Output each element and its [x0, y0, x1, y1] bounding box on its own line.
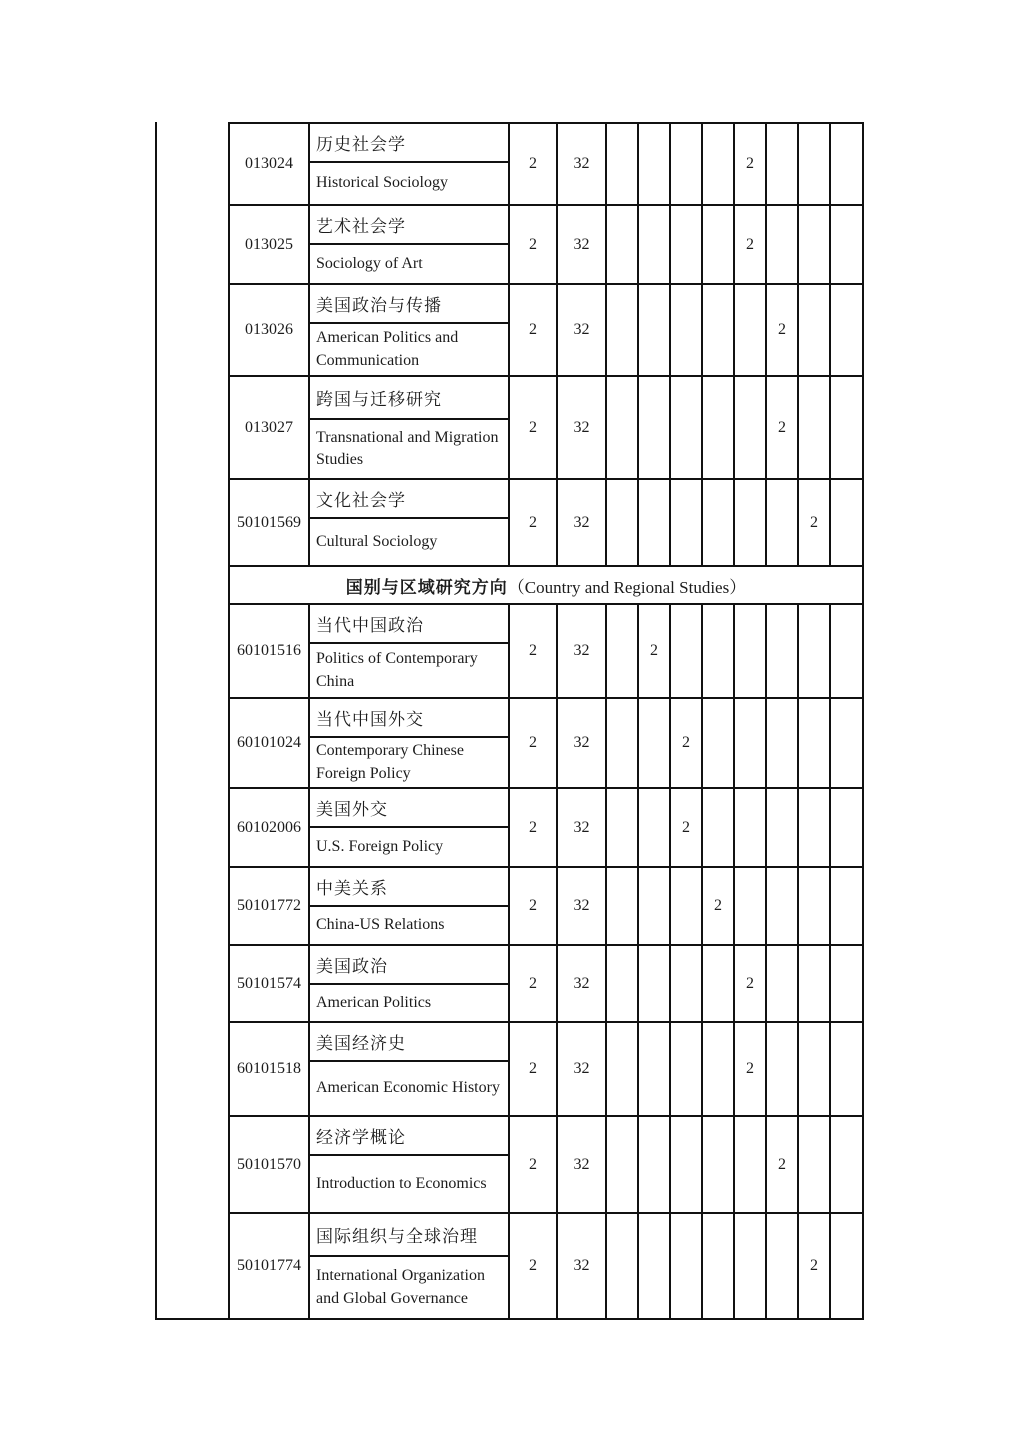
credits-cell: 2: [510, 285, 558, 375]
table-row: [230, 377, 862, 480]
semester-cell: [607, 1214, 639, 1318]
semester-cell: [703, 377, 735, 478]
semester-cell: [831, 377, 862, 478]
section-header-en: （Country and Regional Studies）: [507, 577, 747, 597]
hours-cell: 32: [558, 124, 607, 204]
semester-cell: [639, 1117, 671, 1212]
course-name-en: Introduction to Economics: [316, 1174, 487, 1192]
course-name-en: Contemporary Chinese Foreign Policy: [316, 742, 464, 782]
course-table: [228, 122, 864, 1320]
semester-cell: [671, 480, 703, 565]
semester-cell: [607, 1023, 639, 1115]
semester-cell: [735, 868, 767, 944]
course-name-cell: [310, 377, 510, 478]
course-name-zh: 中美关系: [310, 868, 508, 907]
semester-cell: [671, 868, 703, 944]
semester-cell: [671, 1117, 703, 1212]
course-name-en: Politics of Contemporary China: [316, 650, 478, 690]
course-code: 013024: [230, 124, 310, 204]
credits-cell: 2: [510, 377, 558, 478]
hours-cell: 32: [558, 699, 607, 787]
semester-cell: [767, 605, 799, 697]
semester-cell: 2: [799, 480, 831, 565]
semester-cell: [799, 377, 831, 478]
credits-cell: 2: [510, 605, 558, 697]
credits-cell: 2: [510, 206, 558, 283]
credits-cell: 2: [510, 789, 558, 866]
course-name-cell: [310, 285, 510, 375]
semester-cell: [735, 480, 767, 565]
semester-cell: [831, 699, 862, 787]
semester-cell: [735, 605, 767, 697]
semester-cell: [639, 1214, 671, 1318]
credits-cell: 2: [510, 1117, 558, 1212]
semester-cell: [735, 285, 767, 375]
credits-cell: 2: [510, 946, 558, 1021]
section-header-zh: 国别与区域研究方向: [345, 577, 508, 597]
semester-cell: 2: [767, 1117, 799, 1212]
hours-cell: 32: [558, 946, 607, 1021]
semester-cell: [671, 206, 703, 283]
course-name-en: Cultural Sociology: [316, 532, 438, 550]
course-code: 013026: [230, 285, 310, 375]
credits-cell: 2: [510, 1023, 558, 1115]
hours-cell: 32: [558, 1117, 607, 1212]
table-row: [230, 605, 862, 699]
semester-cell: [639, 124, 671, 204]
semester-cell: [767, 699, 799, 787]
course-name-en: International Organization and Global Governance: [316, 1267, 485, 1307]
hours-cell: 32: [558, 206, 607, 283]
course-code: 50101574: [230, 946, 310, 1021]
course-code: 013027: [230, 377, 310, 478]
semester-cell: 2: [799, 1214, 831, 1318]
course-code: 50101569: [230, 480, 310, 565]
semester-cell: [735, 1214, 767, 1318]
semester-cell: [703, 206, 735, 283]
course-name-zh: 美国外交: [310, 789, 508, 828]
credits-cell: 2: [510, 1214, 558, 1318]
semester-cell: [671, 124, 703, 204]
semester-cell: [767, 480, 799, 565]
credits-cell: 2: [510, 699, 558, 787]
semester-cell: [703, 1117, 735, 1212]
semester-cell: [639, 206, 671, 283]
semester-cell: [767, 946, 799, 1021]
semester-cell: [799, 946, 831, 1021]
credits-cell: 2: [510, 124, 558, 204]
semester-cell: 2: [735, 946, 767, 1021]
course-code: 60101518: [230, 1023, 310, 1115]
course-name-zh: 美国经济史: [310, 1023, 508, 1062]
course-code: 50101774: [230, 1214, 310, 1318]
semester-cell: [799, 285, 831, 375]
semester-cell: [767, 868, 799, 944]
table-row: [230, 285, 862, 377]
semester-cell: [607, 605, 639, 697]
semester-cell: [671, 1214, 703, 1318]
course-name-cell: [310, 946, 510, 1021]
course-name-en: Transnational and Migration Studies: [316, 428, 499, 468]
semester-cell: [703, 1023, 735, 1115]
semester-cell: [703, 1214, 735, 1318]
course-name-zh: 文化社会学: [310, 480, 508, 519]
semester-cell: [607, 789, 639, 866]
semester-cell: [799, 699, 831, 787]
semester-cell: [831, 285, 862, 375]
curriculum-table: [155, 122, 864, 1320]
category-column-empty: [155, 122, 228, 1320]
course-name-en: American Politics and Communication: [316, 329, 459, 369]
table-row: [230, 789, 862, 868]
table-row: [230, 946, 862, 1023]
table-row: [230, 1023, 862, 1117]
semester-cell: [639, 789, 671, 866]
course-name-cell: [310, 1117, 510, 1212]
semester-cell: [799, 1023, 831, 1115]
table-row: [230, 1214, 862, 1318]
semester-cell: [831, 868, 862, 944]
semester-cell: [639, 1023, 671, 1115]
semester-cell: [735, 377, 767, 478]
table-row: [230, 480, 862, 567]
course-code: 60101024: [230, 699, 310, 787]
course-name-en: American Economic History: [316, 1079, 500, 1097]
semester-cell: [799, 789, 831, 866]
semester-cell: [831, 605, 862, 697]
semester-cell: [607, 699, 639, 787]
course-name-zh: 当代中国外交: [310, 699, 508, 738]
semester-cell: [671, 1023, 703, 1115]
semester-cell: 2: [767, 377, 799, 478]
course-code: 50101772: [230, 868, 310, 944]
semester-cell: [703, 605, 735, 697]
course-name-cell: [310, 789, 510, 866]
semester-cell: [831, 124, 862, 204]
hours-cell: 32: [558, 377, 607, 478]
hours-cell: 32: [558, 1023, 607, 1115]
semester-cell: 2: [671, 789, 703, 866]
table-row: [230, 206, 862, 285]
semester-cell: [703, 789, 735, 866]
semester-cell: [639, 946, 671, 1021]
course-name-cell: [310, 480, 510, 565]
semester-cell: [671, 605, 703, 697]
semester-cell: [767, 789, 799, 866]
semester-cell: 2: [671, 699, 703, 787]
semester-cell: [831, 789, 862, 866]
semester-cell: [639, 699, 671, 787]
semester-cell: [799, 605, 831, 697]
semester-cell: [799, 206, 831, 283]
hours-cell: 32: [558, 480, 607, 565]
course-code: 60101516: [230, 605, 310, 697]
semester-cell: [767, 206, 799, 283]
semester-cell: [671, 946, 703, 1021]
semester-cell: [831, 480, 862, 565]
semester-cell: [799, 1117, 831, 1212]
semester-cell: [607, 377, 639, 478]
course-name-zh: 国际组织与全球治理: [310, 1214, 508, 1257]
course-name-en: China-US Relations: [316, 916, 445, 934]
hours-cell: 32: [558, 868, 607, 944]
semester-cell: [799, 868, 831, 944]
semester-cell: [671, 377, 703, 478]
semester-cell: [607, 124, 639, 204]
course-name-cell: [310, 1214, 510, 1318]
semester-cell: [607, 285, 639, 375]
semester-cell: [703, 124, 735, 204]
table-row: [230, 124, 862, 206]
course-code: 60102006: [230, 789, 310, 866]
course-code: 50101570: [230, 1117, 310, 1212]
section-header: [230, 567, 862, 605]
hours-cell: 32: [558, 1214, 607, 1318]
course-name-zh: 历史社会学: [310, 124, 508, 163]
course-name-en: American Politics: [316, 993, 432, 1011]
semester-cell: 2: [735, 1023, 767, 1115]
semester-cell: [831, 946, 862, 1021]
semester-cell: [639, 377, 671, 478]
course-name-zh: 美国政治与传播: [310, 285, 508, 324]
table-row: [230, 1117, 862, 1214]
course-name-en: Sociology of Art: [316, 254, 423, 272]
credits-cell: 2: [510, 868, 558, 944]
semester-cell: [671, 285, 703, 375]
semester-cell: [607, 946, 639, 1021]
course-name-cell: [310, 206, 510, 283]
semester-cell: [703, 699, 735, 787]
semester-cell: [607, 868, 639, 944]
semester-cell: 2: [639, 605, 671, 697]
semester-cell: [831, 1117, 862, 1212]
hours-cell: 32: [558, 285, 607, 375]
table-row: [230, 868, 862, 946]
semester-cell: [831, 206, 862, 283]
semester-cell: [639, 480, 671, 565]
course-name-cell: [310, 868, 510, 944]
course-name-cell: [310, 124, 510, 204]
course-name-cell: [310, 699, 510, 787]
course-name-zh: 美国政治: [310, 946, 508, 985]
hours-cell: 32: [558, 605, 607, 697]
course-name-cell: [310, 1023, 510, 1115]
credits-cell: 2: [510, 480, 558, 565]
course-name-en: Historical Sociology: [316, 174, 448, 192]
semester-cell: 2: [735, 206, 767, 283]
course-name-zh: 艺术社会学: [310, 206, 508, 245]
semester-cell: [703, 946, 735, 1021]
semester-cell: [831, 1214, 862, 1318]
semester-cell: 2: [703, 868, 735, 944]
course-code: 013025: [230, 206, 310, 283]
semester-cell: 2: [767, 285, 799, 375]
semester-cell: [703, 480, 735, 565]
course-name-cell: [310, 605, 510, 697]
semester-cell: [735, 699, 767, 787]
semester-cell: [607, 1117, 639, 1212]
course-name-zh: 跨国与迁移研究: [310, 377, 508, 420]
semester-cell: [767, 1023, 799, 1115]
semester-cell: [799, 124, 831, 204]
semester-cell: [607, 206, 639, 283]
course-name-zh: 经济学概论: [310, 1117, 508, 1156]
semester-cell: [735, 789, 767, 866]
hours-cell: 32: [558, 789, 607, 866]
semester-cell: [639, 868, 671, 944]
course-name-zh: 当代中国政治: [310, 605, 508, 644]
semester-cell: [831, 1023, 862, 1115]
semester-cell: [607, 480, 639, 565]
semester-cell: 2: [735, 124, 767, 204]
semester-cell: [767, 1214, 799, 1318]
semester-cell: [639, 285, 671, 375]
semester-cell: [767, 124, 799, 204]
semester-cell: [735, 1117, 767, 1212]
course-name-en: U.S. Foreign Policy: [316, 837, 444, 855]
semester-cell: [703, 285, 735, 375]
table-row: [230, 699, 862, 789]
